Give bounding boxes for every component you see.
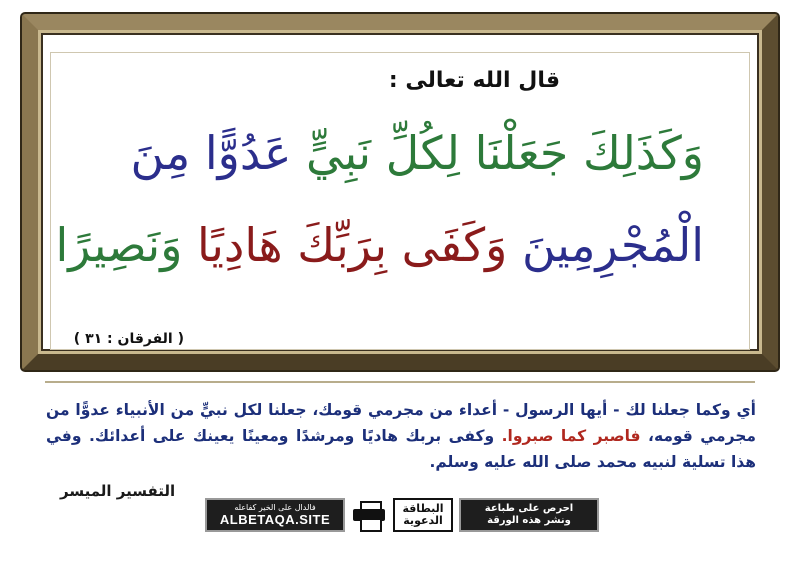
verse-intro: قال الله تعالى : [388, 68, 560, 93]
divider [45, 381, 755, 383]
footer-bar [205, 496, 607, 534]
verse-reference: ( الفرقان : ٣١ ) [73, 331, 184, 347]
verse-line-2-green: وَنَصِيرًا [55, 218, 183, 272]
tafsir-part-3: وكفى بربك هاديًا ومرشدًا ومعينًا يعينك على أعدائك. وفي هذا تسلية لنبيه محمد صلى الله عليه وسلم. [46, 427, 756, 471]
logo-line-2: الدعوية [403, 514, 443, 527]
verse-line-1 [84, 126, 704, 180]
verse-line-1-green: وَكَذَلِكَ جَعَلْنَا لِكُلِّ نَبِيٍّ [306, 126, 704, 180]
verse-line-1-blue: عَدُوًّا مِنَ [130, 126, 292, 180]
print-note-line-2: ونشر هذه الورقة [487, 515, 571, 526]
verse-line-2-blue: الْمُجْرِمِينَ [521, 218, 704, 272]
printer-icon [351, 500, 387, 530]
verse-line-2 [55, 218, 704, 272]
site-url[interactable]: ALBETAQA.SITE [219, 512, 331, 527]
tafsir-text [46, 397, 756, 475]
logo [393, 498, 453, 532]
tafsir-part-1: أي وكما جعلنا لك - أيها الرسول - أعداء من مجرمي قومك، جعلنا لكل نبيٍّ من الأنبياء عدوًّا من مجرمي قومه، [46, 401, 756, 445]
site-box[interactable] [205, 498, 345, 532]
print-note-box [459, 498, 599, 532]
logo-line-1: البطاقة [402, 502, 444, 515]
tafsir-part-2: فاصبر كما صبروا. [494, 427, 641, 445]
verse-line-2-red: وَكَفَى بِرَبِّكَ هَادِيًا [197, 218, 508, 272]
tafsir-source: التفسير الميسر [60, 482, 176, 500]
site-tagline: فالدال على الخير كفاعله [234, 503, 316, 512]
printer-paper [360, 518, 382, 532]
print-note-line-1: احرص على طباعة [484, 503, 574, 514]
verse-panel [50, 52, 750, 350]
